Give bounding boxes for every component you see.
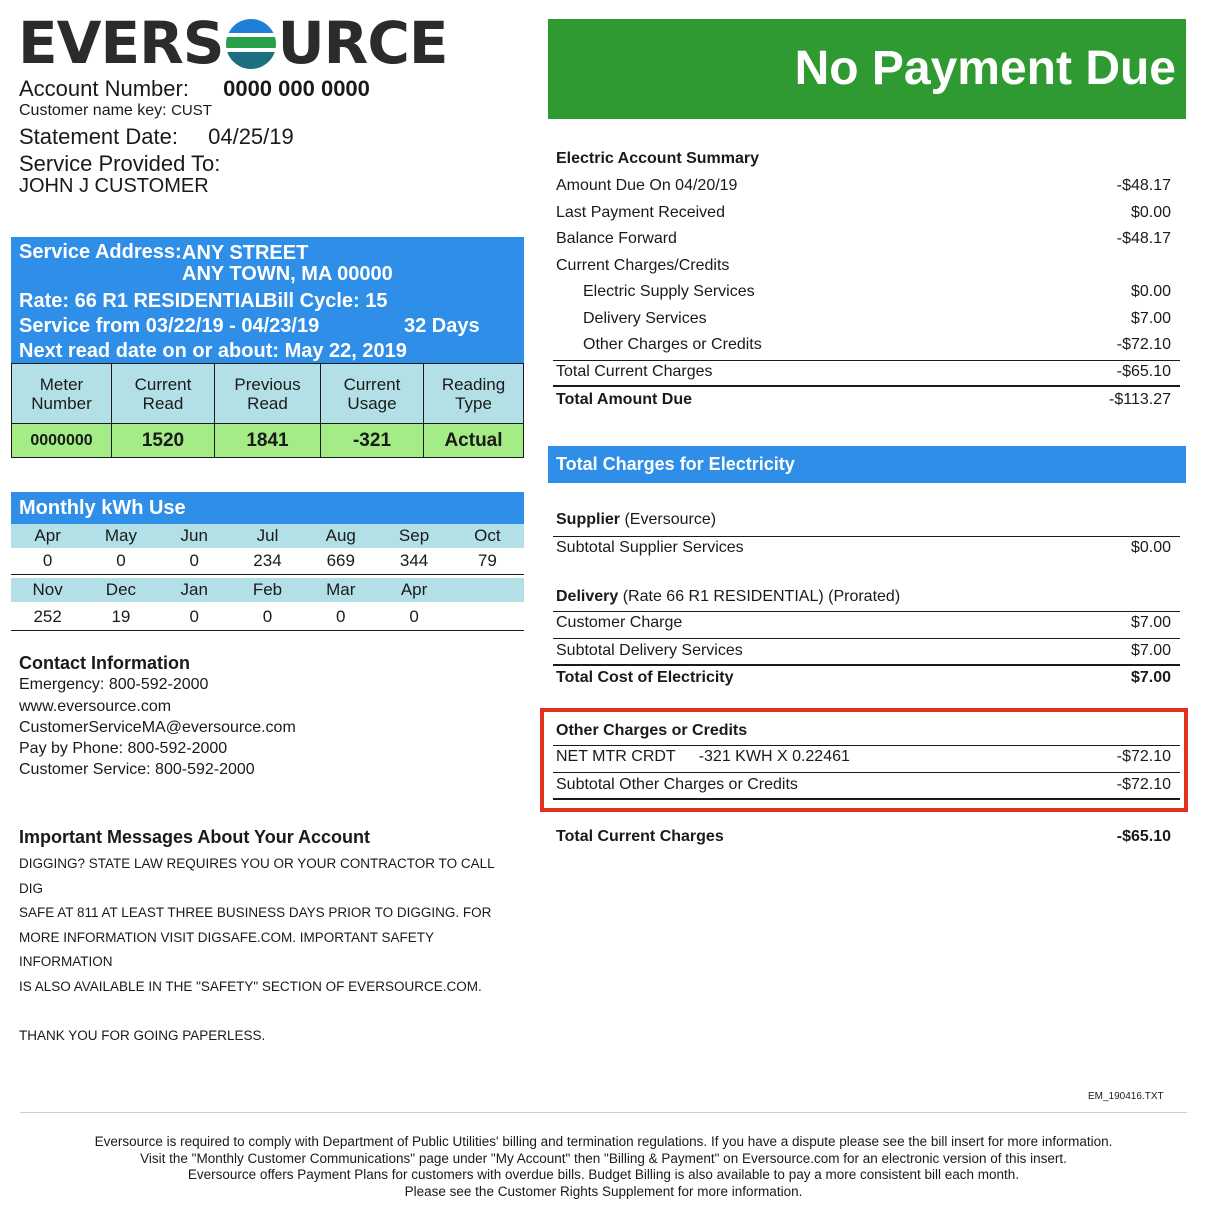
subtotal-supplier-row: Subtotal Supplier Services $0.00: [556, 539, 1171, 556]
service-provided-label: Service Provided To:: [19, 151, 221, 176]
kwh-month: Dec: [105, 580, 137, 599]
kwh-values-row-2: [11, 605, 524, 631]
divider: [553, 638, 1180, 639]
summary-title-row: [556, 150, 1171, 168]
kwh-value: 0: [409, 607, 419, 626]
summary-row: Balance Forward -$48.17: [556, 230, 1171, 247]
footer-line: Visit the "Monthly Customer Communications" page under "My Account" then "Billing & Payment" on Eversource.com for an electronic version of this insert.: [140, 1150, 1067, 1166]
summary-row: Current Charges/Credits: [556, 257, 730, 274]
monthly-kwh-title: Monthly kWh Use: [11, 492, 524, 524]
kwh-month: Apr: [400, 580, 428, 599]
meter-table: [11, 363, 524, 458]
divider: [553, 536, 1180, 537]
kwh-value: 0: [116, 551, 126, 570]
footer-divider: [20, 1112, 1187, 1113]
emergency-phone: Emergency: 800-592-2000: [19, 676, 209, 694]
other-charges-title-row: [556, 722, 1171, 740]
kwh-value: 0: [262, 607, 273, 626]
kwh-month: Jun: [180, 526, 208, 545]
total-cost-row: Total Cost of Electricity $7.00: [556, 669, 1171, 686]
kwh-value: 0: [42, 551, 53, 570]
account-number: 0000 000 0000: [223, 76, 370, 101]
service-address-box: [11, 237, 524, 363]
net-meter-credit-value: -$72.10: [1116, 748, 1171, 765]
subtotal-other-row: Subtotal Other Charges or Credits -$72.10: [556, 776, 1171, 793]
customer-name: JOHN J CUSTOMER: [19, 175, 209, 197]
net-meter-credit-detail: -321 KWH X 0.22461: [698, 748, 850, 765]
divider: [553, 360, 1180, 361]
divider: [553, 798, 1180, 800]
customer-charge-row: Customer Charge $7.00: [556, 614, 1171, 631]
footer-code: EM_190416.TXT: [1088, 1091, 1164, 1102]
message-line: [19, 1000, 509, 1025]
meter-header: Meter Number: [12, 364, 112, 424]
net-meter-credit-label: NET MTR CRDT: [556, 748, 676, 765]
statement-date-line: [19, 124, 294, 150]
total-current-charges-row: Total Current Charges -$65.10: [556, 828, 1171, 845]
kwh-months-row-2: [11, 578, 524, 602]
summary-row: Last Payment Received $0.00: [556, 204, 1171, 221]
summary-row: Amount Due On 04/20/19 -$48.17: [556, 177, 1171, 194]
pay-by-phone: Pay by Phone: 800-592-2000: [19, 740, 228, 758]
kwh-month: Apr: [34, 526, 61, 545]
summary-row: Other Charges or Credits -$72.10: [583, 336, 1171, 353]
kwh-month: Sep: [398, 526, 430, 545]
kwh-value: 669: [326, 551, 355, 570]
current-usage: -321: [321, 424, 424, 458]
service-address-line1: ANY STREET: [182, 242, 309, 264]
kwh-value: 0: [336, 607, 346, 626]
kwh-months-row-1: [11, 524, 524, 548]
subtotal-delivery-row: Subtotal Delivery Services $7.00: [556, 642, 1171, 659]
account-label: Account Number:: [19, 76, 189, 101]
statement-date-label: Statement Date:: [19, 124, 178, 149]
statement-date: 04/25/19: [208, 124, 294, 149]
kwh-value: [451, 605, 524, 630]
kwh-values-row-1: [11, 549, 524, 575]
payment-status-banner: No Payment Due: [548, 19, 1186, 119]
meter-number: 0000000: [12, 424, 112, 458]
divider: [553, 772, 1180, 773]
meter-header-row: [12, 364, 524, 424]
rate: Rate: 66 R1 RESIDENTIAL: [19, 290, 267, 312]
message-line: DIGGING? STATE LAW REQUIRES YOU OR YOUR CONTRACTOR TO CALL DIG: [19, 856, 495, 896]
footer-line: Eversource offers Payment Plans for customers with overdue bills. Budget Billing is also available to pay a more consistent bill each month.: [187, 1167, 1020, 1182]
contact-title: Contact Information: [19, 653, 190, 673]
kwh-value: 19: [111, 607, 131, 626]
net-meter-credit-row: [556, 748, 1171, 766]
kwh-month: Jul: [256, 526, 279, 545]
account-number-line: [19, 76, 370, 102]
kwh-month: Jan: [180, 580, 208, 599]
kwh-value: 252: [33, 607, 62, 626]
divider: [553, 611, 1180, 612]
kwh-value: 234: [253, 551, 282, 570]
kwh-value: 79: [477, 551, 497, 570]
current-read: 1520: [112, 424, 215, 458]
name-key-label: Customer name key:: [19, 102, 167, 119]
logo-text-left: EVERS: [18, 9, 224, 77]
kwh-month: May: [104, 526, 137, 545]
kwh-month: [451, 578, 524, 602]
website-link[interactable]: www.eversource.com: [19, 697, 172, 715]
footer-line: Please see the Customer Rights Supplement for more information.: [404, 1183, 803, 1199]
supplier-row: Supplier (Eversource): [556, 511, 717, 528]
delivery-row: Delivery (Rate 66 R1 RESIDENTIAL) (Prorated): [556, 588, 901, 605]
logo-text-right: URCE: [277, 9, 448, 77]
logo-o-icon: [226, 19, 276, 69]
service-address-label: Service Address:: [19, 241, 182, 263]
meter-header: Current Usage: [321, 364, 424, 424]
customer-service-phone: Customer Service: 800-592-2000: [19, 761, 255, 779]
next-read-date: Next read date on or about: May 22, 2019: [19, 340, 407, 362]
kwh-month: Oct: [474, 526, 501, 545]
kwh-value: 344: [399, 551, 429, 570]
kwh-month: Feb: [252, 580, 283, 599]
name-key: CUST: [171, 102, 212, 119]
other-charges-title: Other Charges or Credits: [556, 722, 748, 739]
message-line: IS ALSO AVAILABLE IN THE "SAFETY" SECTION OF EVERSOURCE.COM.: [19, 978, 482, 994]
meter-header: Current Read: [112, 364, 215, 424]
meter-value-row: [12, 424, 524, 458]
footer-line: Eversource is required to comply with Department of Public Utilities' billing and termination regulations. If you have a dispute please see the bill insert for more information.: [94, 1134, 1113, 1149]
message-line: MORE INFORMATION VISIT DIGSAFE.COM. IMPORTANT SAFETY INFORMATION: [19, 929, 434, 970]
kwh-month: Nov: [32, 580, 63, 599]
name-key-line: [19, 102, 212, 120]
important-messages: [19, 852, 509, 1049]
divider: [553, 664, 1180, 666]
message-line: SAFE AT 811 AT LEAST THREE BUSINESS DAYS PRIOR TO DIGGING. FOR: [19, 905, 492, 921]
kwh-value: 0: [189, 551, 199, 570]
previous-read: 1841: [215, 424, 321, 458]
message-line: THANK YOU FOR GOING PAPERLESS.: [19, 1028, 266, 1044]
total-charges-title: Total Charges for Electricity: [548, 446, 1186, 483]
contact-information: [19, 653, 296, 781]
meter-header: Reading Type: [424, 364, 524, 424]
email-link[interactable]: CustomerServiceMA@eversource.com: [19, 718, 296, 736]
service-days: 32 Days: [404, 315, 480, 337]
summary-row: Delivery Services $7.00: [583, 310, 1171, 327]
summary-row: Electric Supply Services $0.00: [583, 283, 1171, 300]
summary-row: Total Current Charges -$65.10: [556, 363, 1171, 380]
summary-total-row: Total Amount Due -$113.27: [556, 391, 1171, 408]
footer-notice: [0, 1134, 1207, 1200]
divider: [553, 385, 1180, 387]
divider: [553, 745, 1180, 746]
bill-cycle: Bill Cycle: 15: [263, 290, 388, 312]
kwh-value: 0: [189, 607, 199, 626]
meter-header: Previous Read: [215, 364, 321, 424]
messages-title: Important Messages About Your Account: [19, 827, 371, 847]
reading-type: Actual: [424, 424, 524, 458]
kwh-month: Aug: [325, 526, 356, 545]
service-address-line2: ANY TOWN, MA 00000: [182, 263, 393, 285]
service-period: Service from 03/22/19 - 04/23/19: [19, 315, 320, 337]
kwh-month: Mar: [326, 580, 356, 599]
summary-title: Electric Account Summary: [556, 150, 760, 167]
eversource-logo: [18, 9, 448, 77]
